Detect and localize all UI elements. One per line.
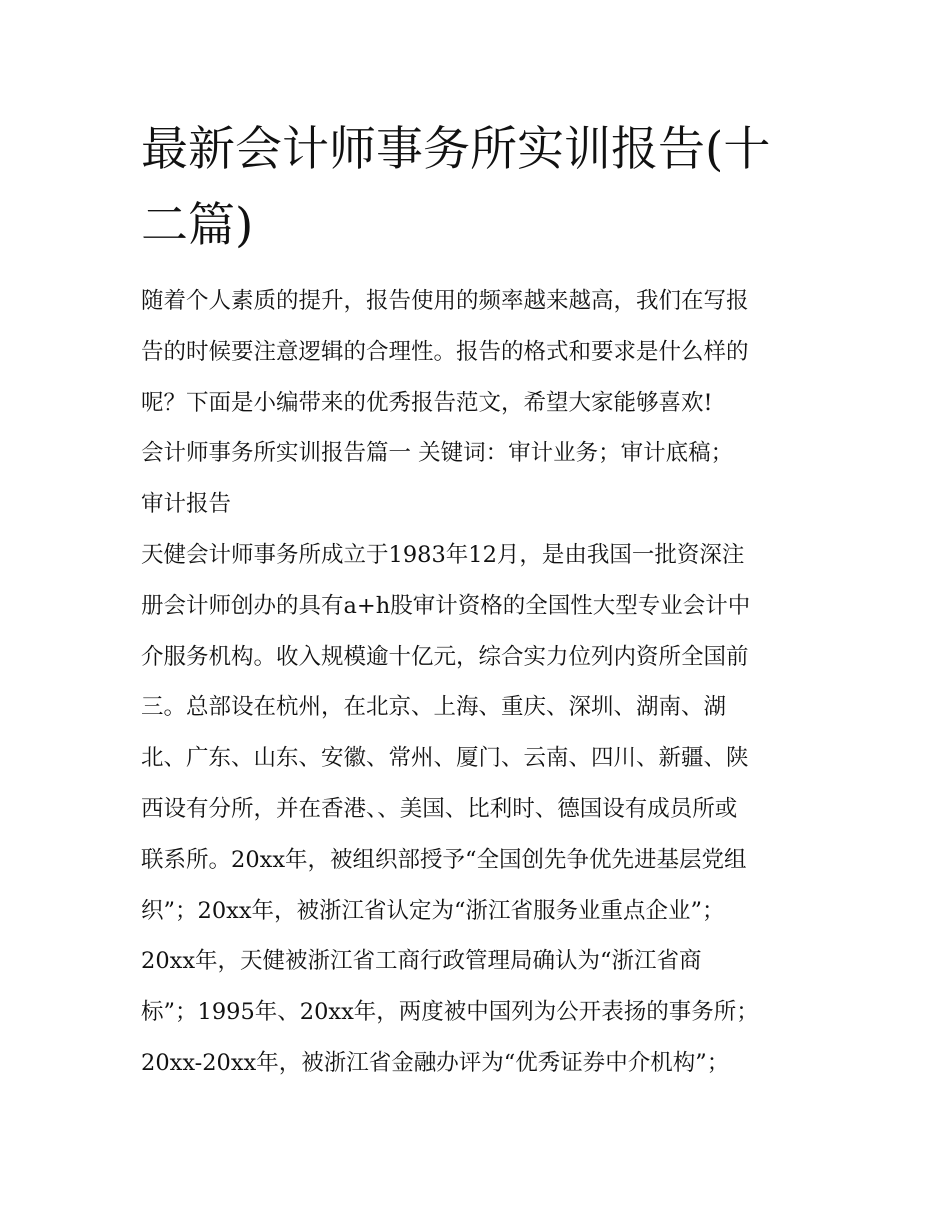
body-paragraph-line: 册会计师创办的具有a+h股审计资格的全国性大型专业会计中	[141, 592, 751, 619]
body-paragraph-line: 20xx-20xx年，被浙江省金融办评为“优秀证券中介机构”；	[141, 1049, 730, 1076]
document-title	[141, 112, 821, 264]
title-line: 二篇)	[141, 198, 254, 253]
body-paragraph-line: 介服务机构。收入规模逾十亿元，综合实力位列内资所全国前	[141, 643, 749, 670]
body-paragraph-line: 三。总部设在杭州，在北京、上海、重庆、深圳、湖南、湖	[141, 694, 727, 721]
body-paragraph-line: 织”；20xx年，被浙江省认定为“浙江省服务业重点企业”；	[141, 897, 725, 924]
body-paragraph-line: 北、广东、山东、安徽、常州、厦门、云南、四川、新疆、陕	[141, 745, 749, 772]
intro-paragraph-line: 呢？下面是小编带来的优秀报告范文，希望大家能够喜欢!	[141, 389, 713, 416]
section-heading-line: 会计师事务所实训报告篇一 关键词：审计业务；审计底稿；	[141, 440, 734, 467]
body-paragraph-line: 西设有分所，并在香港、、美国、比利时、德国设有成员所或	[141, 795, 738, 822]
document-body	[141, 276, 831, 1089]
body-paragraph-line: 标”；1995年、20xx年，两度被中国列为公开表扬的事务所；	[141, 999, 759, 1026]
body-paragraph-line: 20xx年，天健被浙江省工商行政管理局确认为“浙江省商	[141, 948, 702, 975]
body-paragraph-line: 天健会计师事务所成立于1983年12月，是由我国一批资深注	[141, 541, 745, 568]
title-line: 最新会计师事务所实训报告(十	[141, 122, 771, 177]
intro-paragraph-line: 告的时候要注意逻辑的合理性。报告的格式和要求是什么样的	[141, 338, 749, 365]
intro-paragraph-line: 随着个人素质的提升，报告使用的频率越来越高，我们在写报	[141, 288, 749, 314]
body-paragraph-line: 联系所。20xx年，被组织部授予“全国创先争优先进基层党组	[141, 846, 747, 873]
section-heading-line: 审计报告	[141, 491, 232, 518]
